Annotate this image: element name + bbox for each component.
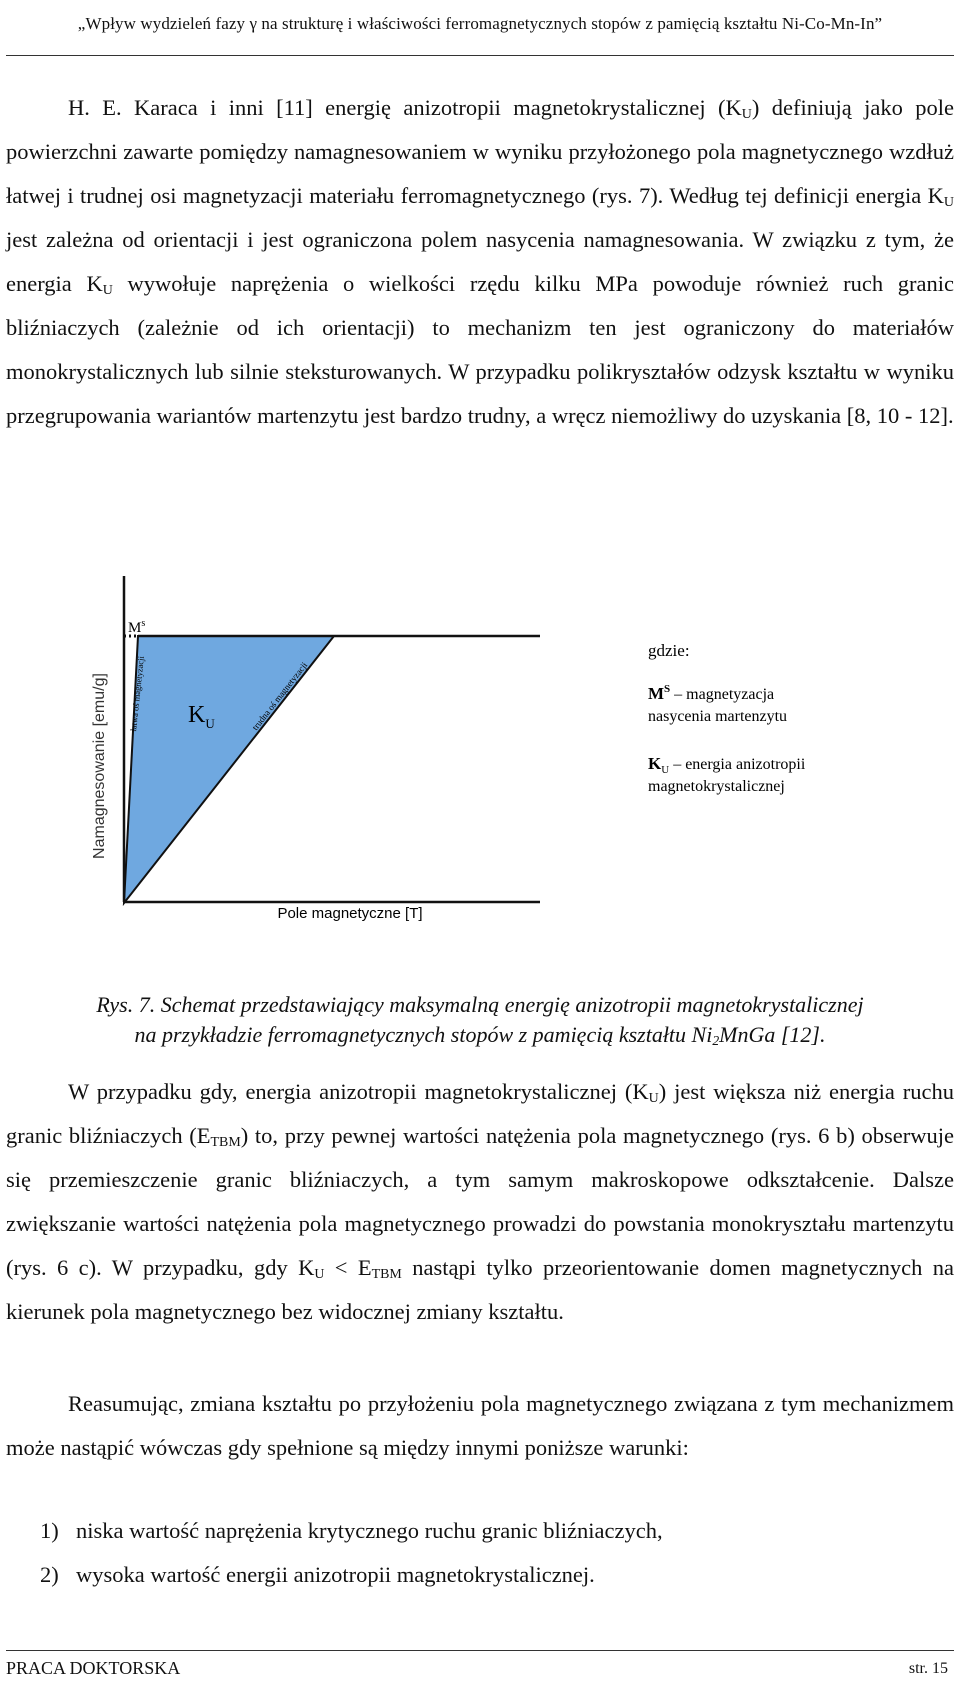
caption-line-2: na przykładzie ferromagnetycznych stopów z pamięcią kształtu $Ni_2MnGa$ [12]. bbox=[134, 1022, 826, 1048]
legend-ms-line2: nasycenia martenzytu bbox=[648, 708, 788, 725]
legend-intro: gdzie: bbox=[648, 641, 690, 660]
list-item: 1) niska wartość naprężenia krytycznego ruchu granic bliźniaczych, bbox=[40, 1518, 663, 1543]
page-number: str. 15 bbox=[908, 1660, 948, 1677]
legend-ku-line2: magnetokrystalicznej bbox=[648, 778, 785, 795]
x-axis-label: Pole magnetyczne [T] bbox=[277, 905, 423, 922]
footer-title: PRACA DOKTORSKA bbox=[6, 1658, 181, 1678]
anisotropy-figure bbox=[90, 576, 890, 986]
header-rule bbox=[6, 55, 954, 56]
running-header: „Wpływ wydzieleń fazy γ na strukturę i właściwości ferromagnetycznych stopów z pamięcią kształtu Ni-Co-Mn-In” bbox=[77, 14, 883, 33]
paragraph-3: Reasumując, zmiana kształtu po przyłożeniu pola magnetycznego związana z tym mechanizmem może nastąpić wówczas gdy spełnione są między innymi poniższe warunki: bbox=[6, 1391, 954, 1460]
paragraph-1: H. E. Karaca i inni [11] energię anizotropii magnetokrystalicznej $(K_U)$ definiują jako pole powierzchni zawarte pomiędzy namagnesowaniem w wyniku przyłożonego pola magnetycznego wzdłuż łatwej i trudnej osi magnetyzacji materiału ferromagnetycznego (rys. 7). Według tej definicji energia $K_U$ jest zależna od orientacji i jest ograniczona polem nasycenia namagnesowania. W związku z tym, że energia $K_U$ wywołuje naprężenia o wielkości rzędu kilku MPa powoduje również ruch granic bliźniaczych (zależnie od ich orientacji) to mechanizm ten jest ograniczony do materiałów monokrystalicznych lub silnie steksturowanych. W przypadku polikryształów odzysk kształtu w wyniku przegrupowania wariantów martenzytu jest bardzo trudny, a wręcz niemożliwy do uzyskania [8, 10 - 12]. bbox=[6, 95, 954, 428]
paragraph-2: W przypadku gdy, energia anizotropii magnetokrystalicznej $(K_U)$ jest większa niż energia ruchu granic bliźniaczych $(E_{TBM})$ to, przy pewnej wartości natężenia pola magnetycznego (rys. 6 b) obserwuje się przemieszczenie granic bliźniaczych, a tym samym makroskopowe odkształcenie. Dalsze zwiększanie wartości natężenia pola magnetycznego prowadzi do powstania monokryształu martenzytu (rys. 6 c). W przypadku, gdy $K_U < E_{TBM}$ nastąpi tylko przeorientowanie domen magnetycznych na kierunek pola magnetycznego bez widocznej zmiany kształtu. bbox=[6, 1079, 955, 1324]
y-axis-label: Namagnesowanie [emu/g] bbox=[91, 673, 108, 859]
figure-caption bbox=[0, 990, 960, 1050]
ms-marker: $M^s$ bbox=[128, 618, 146, 636]
list-item: 2) wysoka wartość energii anizotropii magnetokrystalicznej. bbox=[40, 1562, 595, 1587]
ku-energy-area bbox=[124, 636, 334, 903]
legend-ms-line1: $M^S$ – magnetyzacja bbox=[648, 683, 775, 703]
caption-line-1: Rys. 7. Schemat przedstawiający maksymalną energię anizotropii magnetokrystalicznej bbox=[96, 992, 864, 1017]
legend-ku-line1: $K_U$ – energia anizotropii bbox=[648, 754, 806, 776]
figure-legend bbox=[648, 641, 806, 795]
hard-axis-label: trudna oś magnetyzacji bbox=[249, 660, 310, 733]
footer-rule bbox=[6, 1650, 954, 1651]
easy-axis-label: łatwa oś magnetyzacji bbox=[128, 655, 146, 732]
ku-area-label: $K_U$ bbox=[188, 702, 215, 731]
